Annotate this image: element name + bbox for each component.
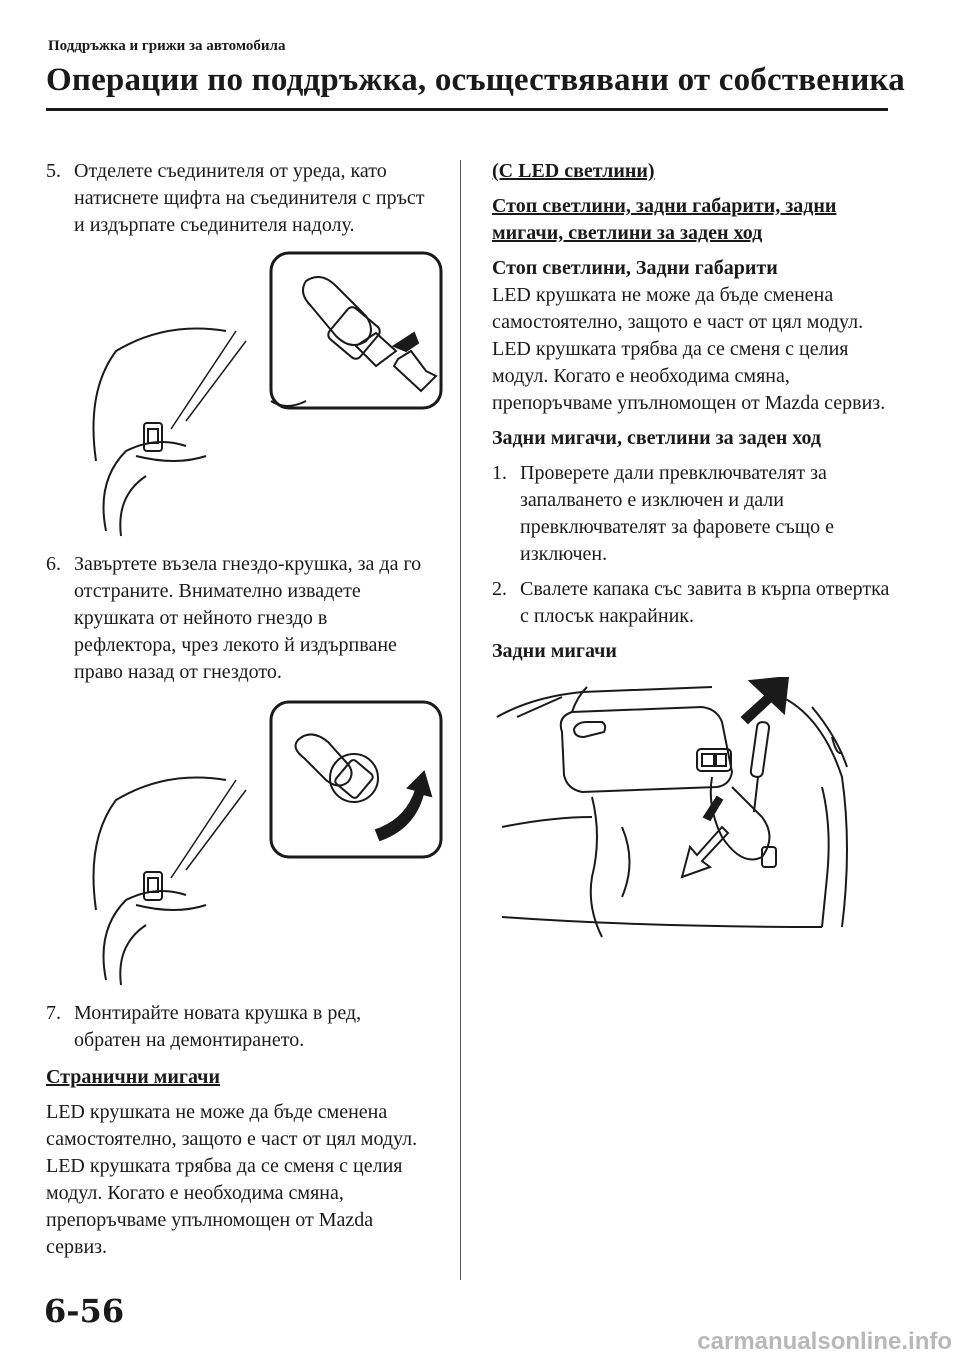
step-text: Отделете съединителя от уреда, като натиснете щифта на съединителя с пръст и издърпате съединителя надолу. (74, 160, 425, 236)
step-1 (492, 460, 892, 568)
rear-turn-signal-heading: Задни мигачи (492, 640, 617, 662)
step-text: Проверете дали превключвателят за запалването е изключен и дали превключвателят за фаровете също е изключен. (520, 462, 834, 565)
step-2 (492, 576, 892, 630)
watermark: carmanualsonline.info (697, 1328, 952, 1355)
step-text: Монтирайте новата крушка в ред, обратен на демонтирането. (74, 1002, 362, 1051)
page-number: 6-56 (44, 1292, 125, 1330)
column-divider (460, 160, 461, 1280)
stop-lights-text: LED крушката не може да бъде сменена самостоятелно, защото е част от цял модул. LED крушката трябва да се сменя с целия модул. Когато е необходима смяна, препоръчваме упълномощен от Mazda сервиз. (492, 284, 886, 414)
step-6 (46, 551, 432, 686)
left-column (46, 158, 432, 1261)
step-text: Свалете капака със завита в кърпа отвертка с плосък накрайник. (520, 578, 890, 627)
step-number: 5. (46, 160, 61, 182)
step-number: 7. (46, 1002, 61, 1024)
connector-removal-illustration (76, 251, 446, 541)
step-text: Завъртете възела гнездо-крушка, за да го отстраните. Внимателно извадете крушката от нейното гнездо в рефлектора, чрез лекото й издърпване право назад от гнездото. (74, 553, 422, 683)
step-number: 6. (46, 553, 61, 575)
side-turn-signal-text: LED крушката не може да бъде сменена самостоятелно, защото е част от цял модул. LED крушката трябва да се сменя с целия модул. Когато е необходима смяна, препоръчваме упълномощен от Mazda сервиз. (46, 1101, 418, 1258)
step-7 (46, 1000, 432, 1054)
turn-reverse-heading: Задни мигачи, светлини за заден ход (492, 427, 821, 449)
rear-lights-group-heading: Стоп светлини, задни габарити, задни мигачи, светлини за заден ход (492, 195, 837, 244)
step-number: 2. (492, 578, 507, 600)
section-label: Поддръжка и грижи за автомобила (48, 38, 286, 54)
stop-lights-heading: Стоп светлини, Задни габарити (492, 257, 778, 279)
step-5 (46, 158, 432, 239)
heading-rule (46, 108, 888, 111)
bulb-socket-rotation-illustration (76, 700, 446, 990)
led-heading: (С LED светлини) (492, 160, 655, 182)
side-turn-signal-heading: Странични мигачи (46, 1066, 220, 1088)
step-number: 1. (492, 462, 507, 484)
right-column (492, 158, 892, 947)
page-title: Операции по поддръжка, осъществявани от собственика (46, 62, 905, 98)
cover-removal-illustration (492, 677, 872, 947)
